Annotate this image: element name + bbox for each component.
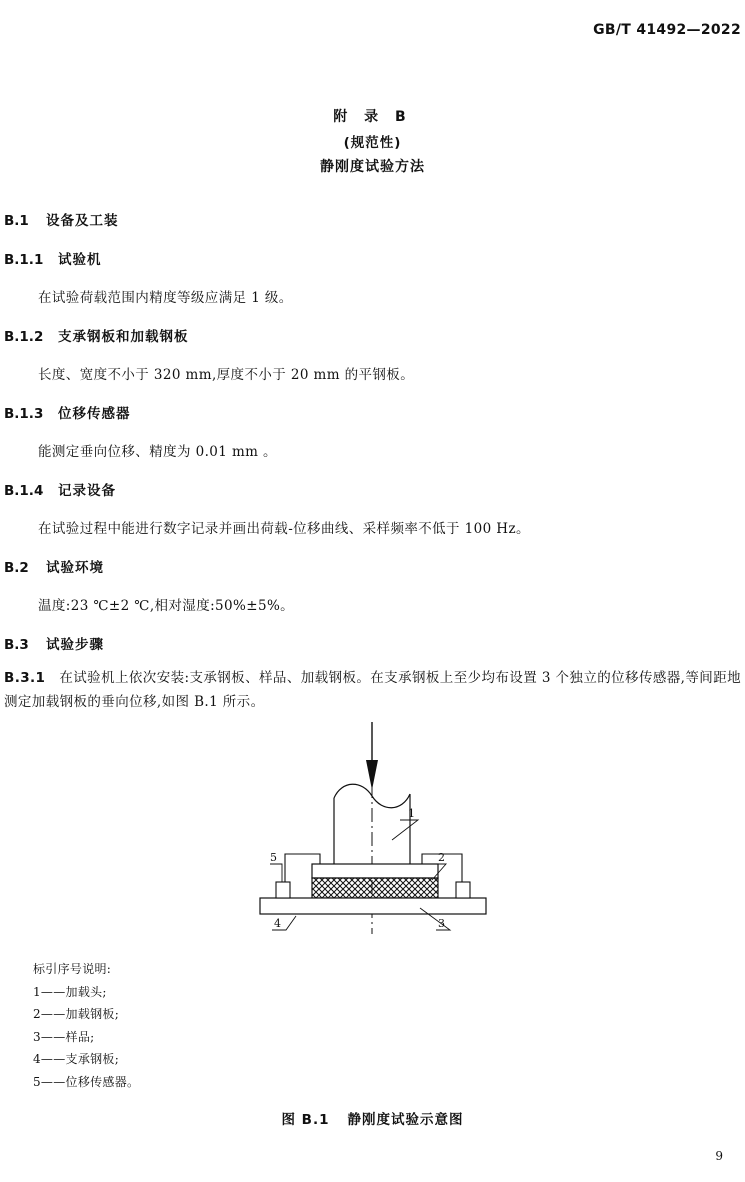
figure-caption: [0, 1108, 745, 1128]
annex-title: 附 录 B: [333, 109, 412, 125]
section-text-b1-3: 能测定垂向位移、精度为 0.01 mm 。: [38, 444, 277, 460]
standard-code: GB/T 41492—2022: [593, 22, 741, 38]
support-steel-plate: [260, 898, 486, 914]
section-heading-b1-4: [4, 479, 116, 499]
section-title: 试验机: [58, 252, 102, 268]
section-heading-b1: [4, 209, 119, 229]
section-title: 试验环境: [46, 560, 104, 576]
figure-label-3: 3: [438, 917, 445, 930]
section-title: 位移传感器: [58, 406, 131, 422]
figure-label-2: 2: [438, 851, 445, 864]
figure-label-1: 1: [408, 807, 415, 820]
figure-legend: [33, 958, 139, 1093]
section-number: B.1.4: [4, 483, 44, 499]
section-number: B.1.1: [4, 252, 44, 268]
section-number: B.3: [4, 637, 29, 653]
sample: [312, 878, 438, 898]
figure-static-stiffness-diagram: [250, 718, 500, 940]
section-title: 试验步骤: [46, 637, 104, 653]
legend-title: 标引序号说明:: [33, 962, 112, 976]
annex-name: 静刚度试验方法: [320, 159, 425, 175]
section-number: B.2: [4, 560, 29, 576]
legend-item: 1——加载头;: [33, 984, 107, 999]
section-heading-b1-2: [4, 325, 189, 345]
section-paragraph-b3-1: [4, 666, 741, 714]
section-title: 记录设备: [58, 483, 116, 499]
legend-item: 2——加载钢板;: [33, 1007, 120, 1021]
caption-title: 静刚度试验示意图: [347, 1112, 464, 1128]
section-heading-b2: [4, 556, 104, 576]
loading-steel-plate: [312, 864, 438, 878]
section-number: B.1.3: [4, 406, 44, 422]
legend-item: 3——样品;: [33, 1029, 95, 1044]
section-text-b1-2: 长度、宽度不小于 320 mm,厚度不小于 20 mm 的平钢板。: [38, 367, 415, 383]
legend-item: 4——支承钢板;: [33, 1052, 120, 1066]
section-number: B.3.1: [4, 670, 46, 686]
caption-number: 图 B.1: [281, 1112, 330, 1128]
loading-arrow: [366, 722, 378, 790]
section-number: B.1: [4, 213, 29, 229]
page-number: 9: [715, 1149, 723, 1163]
annex-type: (规范性): [343, 135, 402, 151]
section-text-b1-1: 在试验荷载范围内精度等级应满足 1 级。: [38, 290, 293, 306]
section-title: 支承钢板和加载钢板: [58, 329, 189, 345]
section-number: B.1.2: [4, 329, 44, 345]
section-heading-b3: [4, 633, 104, 653]
figure-label-4: 4: [274, 917, 281, 930]
section-text: 在试验机上依次安装:支承钢板、样品、加载钢板。在支承钢板上至少均布设置 3 个独立的位移传感器,等间距地测定加载钢板的垂向位移,如图 B.1 所示。: [4, 670, 741, 710]
section-heading-b1-3: [4, 402, 131, 422]
section-text-b2: 温度:23 ℃±2 ℃,相对湿度:50%±5%。: [38, 598, 295, 614]
section-heading-b1-1: [4, 248, 102, 268]
legend-item: 5——位移传感器。: [33, 1074, 140, 1089]
section-title: 设备及工装: [46, 213, 119, 229]
figure-label-5: 5: [270, 851, 277, 864]
section-text-b1-4: 在试验过程中能进行数字记录并画出荷载-位移曲线、采样频率不低于 100 Hz。: [38, 521, 530, 537]
